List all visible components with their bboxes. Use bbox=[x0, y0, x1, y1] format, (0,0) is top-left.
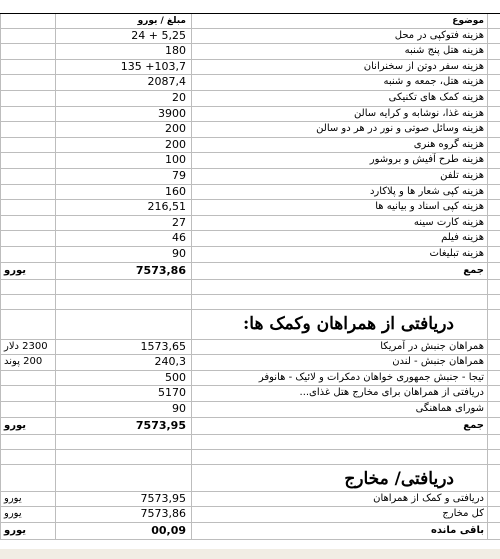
empty-cell[interactable] bbox=[0, 122, 56, 138]
expenses-total-label[interactable]: جمع bbox=[192, 263, 488, 280]
empty-cell[interactable] bbox=[488, 231, 500, 247]
expense-label[interactable]: هزینه وسائل صوتی و نور در هر دو سالن bbox=[192, 122, 488, 138]
expense-row bbox=[0, 216, 500, 232]
received-amount[interactable]: 5170 bbox=[56, 386, 192, 402]
empty-cell[interactable] bbox=[488, 44, 500, 60]
expense-amount[interactable]: 46 bbox=[56, 231, 192, 247]
empty-cell[interactable] bbox=[0, 75, 56, 91]
empty-cell[interactable] bbox=[488, 91, 500, 107]
balance-amount[interactable]: 7573,95 bbox=[56, 492, 192, 508]
empty-cell[interactable] bbox=[56, 450, 192, 465]
empty-cell[interactable] bbox=[488, 14, 500, 29]
empty-cell[interactable] bbox=[56, 465, 192, 492]
expense-row bbox=[0, 122, 500, 138]
received-note[interactable]: 200 پوند bbox=[0, 355, 56, 371]
empty-cell[interactable] bbox=[488, 310, 500, 340]
empty-cell[interactable] bbox=[0, 44, 56, 60]
empty-cell[interactable] bbox=[488, 247, 500, 263]
expense-label[interactable]: هزینه گروه هنری bbox=[192, 138, 488, 154]
empty-cell[interactable] bbox=[488, 371, 500, 387]
expense-amount[interactable]: 20 bbox=[56, 91, 192, 107]
expenses-total-row bbox=[0, 263, 500, 280]
empty-cell[interactable] bbox=[488, 465, 500, 492]
empty-cell[interactable] bbox=[0, 60, 56, 76]
empty-cell[interactable] bbox=[192, 295, 488, 310]
amount-column-header[interactable]: مبلغ / یورو bbox=[56, 14, 192, 29]
empty-cell[interactable] bbox=[488, 60, 500, 76]
empty-cell[interactable] bbox=[0, 153, 56, 169]
expense-amount[interactable]: 3900 bbox=[56, 107, 192, 123]
expense-amount[interactable]: 135 +103,7 bbox=[56, 60, 192, 76]
received-label[interactable]: دریافتی از همراهان برای مخارج هتل غذای... bbox=[192, 386, 488, 402]
empty-cell[interactable] bbox=[0, 216, 56, 232]
received-note[interactable] bbox=[0, 402, 56, 418]
empty-cell[interactable] bbox=[0, 247, 56, 263]
empty-cell[interactable] bbox=[0, 295, 56, 310]
received-label[interactable]: شورای هماهنگی bbox=[192, 402, 488, 418]
empty-cell[interactable] bbox=[0, 185, 56, 201]
expense-amount[interactable]: 24 + 5,25 bbox=[56, 29, 192, 45]
empty-row bbox=[0, 450, 500, 465]
remainder-row bbox=[0, 523, 500, 540]
expenses-header-row bbox=[0, 13, 500, 29]
expense-label[interactable]: هزینه فتوکپی در محل bbox=[192, 29, 488, 45]
expense-row bbox=[0, 153, 500, 169]
empty-cell[interactable] bbox=[488, 507, 500, 523]
received-row bbox=[0, 371, 500, 387]
expense-row bbox=[0, 44, 500, 60]
expense-row bbox=[0, 138, 500, 154]
expense-amount[interactable]: 90 bbox=[56, 247, 192, 263]
expense-amount[interactable]: 180 bbox=[56, 44, 192, 60]
empty-cell[interactable] bbox=[192, 435, 488, 450]
received-amount[interactable]: 500 bbox=[56, 371, 192, 387]
balance-currency[interactable]: یورو bbox=[0, 507, 56, 523]
empty-cell[interactable] bbox=[0, 29, 56, 45]
received-total-currency[interactable]: یورو bbox=[0, 418, 56, 435]
expense-row bbox=[0, 91, 500, 107]
expense-label[interactable]: هزینه غذا، نوشابه و کرایه سالن bbox=[192, 107, 488, 123]
received-label[interactable]: تیجا - جنبش جمهوری خواهان دمکرات و لائیک - هانوفر bbox=[192, 371, 488, 387]
empty-cell[interactable] bbox=[488, 280, 500, 295]
expense-amount[interactable]: 2087,4 bbox=[56, 75, 192, 91]
empty-cell[interactable] bbox=[488, 340, 500, 356]
remainder-amount[interactable]: 00,09 bbox=[56, 523, 192, 540]
expense-row bbox=[0, 231, 500, 247]
expense-amount[interactable]: 27 bbox=[56, 216, 192, 232]
expense-label[interactable]: هزینه طرح آفیش و بروشور bbox=[192, 153, 488, 169]
expense-amount[interactable]: 100 bbox=[56, 153, 192, 169]
received-total-label[interactable]: جمع bbox=[192, 418, 488, 435]
expense-row bbox=[0, 185, 500, 201]
received-row bbox=[0, 386, 500, 402]
received-amount[interactable]: 240,3 bbox=[56, 355, 192, 371]
empty-cell[interactable] bbox=[488, 435, 500, 450]
expense-amount[interactable]: 216,51 bbox=[56, 200, 192, 216]
expense-row bbox=[0, 75, 500, 91]
empty-cell[interactable] bbox=[0, 200, 56, 216]
empty-cell[interactable] bbox=[488, 122, 500, 138]
empty-cell[interactable] bbox=[488, 402, 500, 418]
empty-cell[interactable] bbox=[0, 14, 56, 29]
balance-row bbox=[0, 507, 500, 523]
empty-cell[interactable] bbox=[488, 386, 500, 402]
remainder-label[interactable]: باقی مانده bbox=[192, 523, 488, 540]
received-label[interactable]: همراهان جنبش - لندن bbox=[192, 355, 488, 371]
balance-row bbox=[0, 492, 500, 508]
expense-row bbox=[0, 200, 500, 216]
balance-section-title: دریافتی/ مخارج bbox=[344, 468, 454, 489]
expense-row bbox=[0, 247, 500, 263]
expense-row bbox=[0, 60, 500, 76]
received-label[interactable]: همراهان جنبش در آمریکا bbox=[192, 340, 488, 356]
empty-row bbox=[0, 295, 500, 310]
expense-label[interactable]: هزینه تبلیغات bbox=[192, 247, 488, 263]
received-row bbox=[0, 355, 500, 371]
empty-cell[interactable] bbox=[488, 200, 500, 216]
empty-cell[interactable] bbox=[0, 450, 56, 465]
empty-row bbox=[0, 280, 500, 295]
empty-cell[interactable] bbox=[488, 263, 500, 280]
expense-row bbox=[0, 29, 500, 45]
expenses-total-amount[interactable]: 7573,86 bbox=[56, 263, 192, 280]
expense-label[interactable]: هزینه کارت سینه bbox=[192, 216, 488, 232]
balance-label[interactable]: دریافتی و کمک از همراهان bbox=[192, 492, 488, 508]
empty-cell[interactable] bbox=[0, 91, 56, 107]
empty-cell[interactable] bbox=[488, 138, 500, 154]
balance-label[interactable]: کل مخارج bbox=[192, 507, 488, 523]
empty-cell[interactable] bbox=[488, 523, 500, 540]
subject-column-header[interactable]: موضوع bbox=[192, 14, 488, 29]
empty-cell[interactable] bbox=[0, 310, 56, 340]
expense-row bbox=[0, 169, 500, 185]
expense-amount[interactable]: 160 bbox=[56, 185, 192, 201]
received-row bbox=[0, 340, 500, 356]
empty-cell[interactable] bbox=[56, 280, 192, 295]
empty-cell[interactable] bbox=[192, 450, 488, 465]
empty-cell[interactable] bbox=[488, 169, 500, 185]
empty-cell[interactable] bbox=[192, 280, 488, 295]
received-amount[interactable]: 1573,65 bbox=[56, 340, 192, 356]
empty-cell[interactable] bbox=[56, 435, 192, 450]
received-total-row bbox=[0, 418, 500, 435]
empty-cell[interactable] bbox=[0, 169, 56, 185]
balance-amount[interactable]: 7573,86 bbox=[56, 507, 192, 523]
empty-cell[interactable] bbox=[0, 280, 56, 295]
received-note[interactable] bbox=[0, 386, 56, 402]
empty-cell[interactable] bbox=[56, 295, 192, 310]
expense-row bbox=[0, 107, 500, 123]
empty-cell[interactable] bbox=[488, 153, 500, 169]
empty-cell[interactable] bbox=[0, 435, 56, 450]
expense-amount[interactable]: 200 bbox=[56, 138, 192, 154]
empty-cell[interactable] bbox=[488, 216, 500, 232]
empty-cell[interactable] bbox=[488, 29, 500, 45]
received-note[interactable] bbox=[0, 371, 56, 387]
empty-cell[interactable] bbox=[488, 418, 500, 435]
received-amount[interactable]: 90 bbox=[56, 402, 192, 418]
balance-currency[interactable]: یورو bbox=[0, 492, 56, 508]
empty-cell[interactable] bbox=[0, 138, 56, 154]
empty-cell[interactable] bbox=[488, 295, 500, 310]
window-bottom-strip bbox=[0, 549, 500, 559]
expense-amount[interactable]: 200 bbox=[56, 122, 192, 138]
empty-cell[interactable] bbox=[488, 450, 500, 465]
received-note[interactable]: 2300 دلار bbox=[0, 340, 56, 356]
expense-label[interactable]: هزینه هتل پنج شنبه bbox=[192, 44, 488, 60]
empty-cell[interactable] bbox=[488, 492, 500, 508]
expense-label[interactable]: هزینه کمک های تکنیکی bbox=[192, 91, 488, 107]
empty-cell[interactable] bbox=[56, 310, 192, 340]
expense-label[interactable]: هزینه سفر دوتن از سخنرانان bbox=[192, 60, 488, 76]
received-total-amount[interactable]: 7573,95 bbox=[56, 418, 192, 435]
remainder-currency[interactable]: یورو bbox=[0, 523, 56, 540]
empty-row bbox=[0, 435, 500, 450]
received-row bbox=[0, 402, 500, 418]
empty-cell[interactable] bbox=[0, 231, 56, 247]
empty-cell[interactable] bbox=[0, 107, 56, 123]
received-section-title: دریافتی از همراهان وکمک ها: bbox=[242, 313, 454, 334]
empty-cell[interactable] bbox=[488, 355, 500, 371]
empty-cell[interactable] bbox=[488, 107, 500, 123]
expense-label[interactable]: هزینه کپی شعار ها و پلاکارد bbox=[192, 185, 488, 201]
expenses-total-currency[interactable]: یورو bbox=[0, 263, 56, 280]
empty-cell[interactable] bbox=[488, 75, 500, 91]
expense-label[interactable]: هزینه کپی اسناد و بیانیه ها bbox=[192, 200, 488, 216]
empty-cell[interactable] bbox=[0, 465, 56, 492]
expense-label[interactable]: هزینه هتل، جمعه و شنبه bbox=[192, 75, 488, 91]
expense-label[interactable]: هزینه تلفن bbox=[192, 169, 488, 185]
empty-cell[interactable] bbox=[488, 185, 500, 201]
expense-label[interactable]: هزینه فیلم bbox=[192, 231, 488, 247]
expense-amount[interactable]: 79 bbox=[56, 169, 192, 185]
